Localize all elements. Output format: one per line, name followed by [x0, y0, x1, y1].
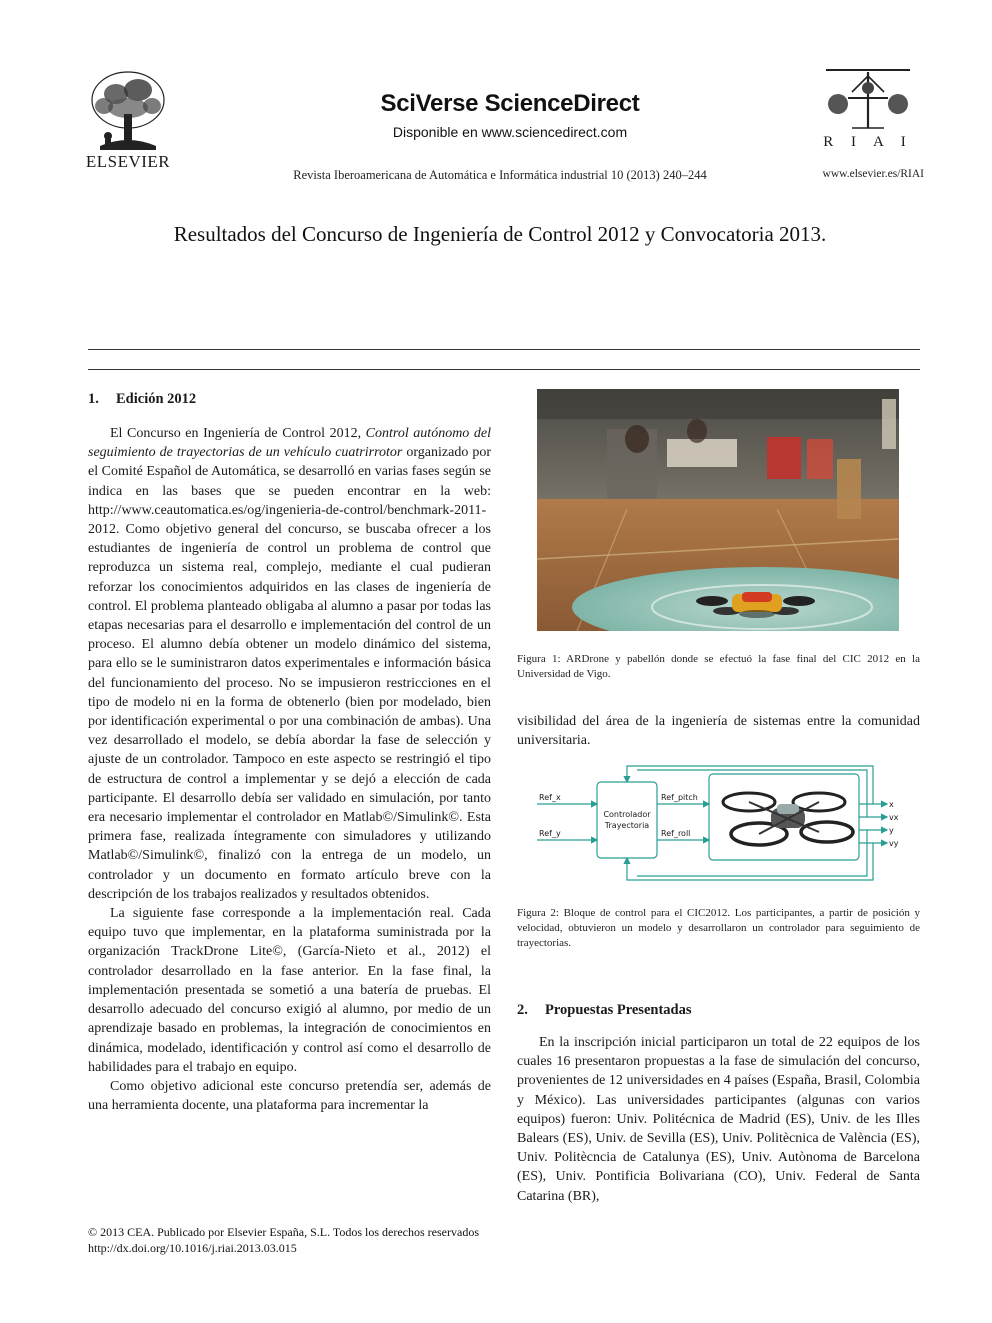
header-divider-bottom	[88, 369, 920, 370]
journal-url[interactable]: www.elsevier.es/RIAI	[822, 168, 924, 180]
paragraph: En la inscripción inicial participaron un total de 22 equipos de los cuales 16 presentaron propuestas a la fase de simulación del concurso, provenientes de 12 universidades en 4 países (España, Brasil, Colombia y México). Las universidades participantes (algunas con varios equipos) fueron: Univ. Politécnica de Madrid (ES), Univ. de les Illes Balears (ES), Univ. de Sevilla (ES), Univ. Politècnica de València (ES), Univ. Politècncia de Catalunya (ES), Univ. Autònoma de Barcelona (ES), Univ. Pontificia Bolivariana (CO), Univ. Federal de Santa Catarina (BR),	[517, 1035, 920, 1204]
signal-pitch-label: Ref_pitch	[661, 793, 698, 802]
input-x-label: Ref_x	[539, 793, 561, 802]
paragraph: Como objetivo adicional este concurso pretendía ser, además de una herramienta docente, una plataforma para incrementar la	[88, 1078, 491, 1114]
header-divider-top	[88, 349, 920, 350]
elsevier-wordmark: ELSEVIER	[85, 152, 171, 171]
section-1-heading	[88, 391, 196, 408]
controller-label-line2: Trayectoria	[604, 821, 650, 830]
paragraph: La siguiente fase corresponde a la implementación real. Cada equipo tuvo que implementar, en la plataforma suministrada por la organización TrackDrone Lite©, (García-Nieto et al., 2012) el controlador desarrollado en la fase anterior. En la fase final, la implementación presentada se sometió a una batería de pruebas. El desarrollo adecuado del concurso exigió al alumno, por medio de un aprendizaje basado en problemas, la integración de conocimientos en dinámica, modelado, identificación y control así como el desarrollo de habilidades para el trabajo en equipo.	[88, 906, 491, 1075]
right-column-continuation	[517, 712, 920, 750]
text-run: El Concurso en Ingeniería de Control 2012,	[110, 426, 366, 441]
figure-2-block-diagram	[537, 762, 899, 884]
figure-2-caption: Figura 2: Bloque de control para el CIC2012. Los participantes, a partir de posición y velocidad, obtuvieron un modelo y desarrollaron un controlador para seguimiento de trayectorias.	[517, 907, 920, 949]
input-y-label: Ref_y	[539, 829, 561, 838]
figure-1-caption: Figura 1: ARDrone y pabellón donde se efectuó la fase final del CIC 2012 en la Universidad de Vigo.	[517, 653, 920, 680]
signal-roll-label: Ref_roll	[661, 829, 691, 838]
paragraph	[88, 424, 491, 904]
copyright-notice: © 2013 CEA. Publicado por Elsevier España, S.L. Todos los derechos reservados	[88, 1225, 479, 1239]
page-footer	[88, 1224, 479, 1256]
sciverse-sciencedirect-logo: SciVerse ScienceDirect	[380, 90, 640, 117]
contest-title-italic: Control autónomo del seguimiento de trayectorias de un vehículo cuatrirrotor	[88, 426, 491, 461]
journal-citation: Revista Iberoamericana de Automática e Informática industrial 10 (2013) 240–244	[293, 168, 707, 182]
output-vx-label: vx	[889, 813, 899, 822]
section-title: Edición 2012	[116, 391, 197, 407]
riai-wordmark: R I A I	[823, 134, 913, 150]
doi-link[interactable]: http://dx.doi.org/10.1016/j.riai.2013.03.015	[88, 1241, 297, 1255]
left-column	[88, 424, 491, 1115]
controller-block	[597, 782, 657, 858]
section-2-heading	[517, 1002, 691, 1019]
section-title: Propuestas Presentadas	[545, 1002, 692, 1018]
quadrotor-icon	[723, 793, 853, 845]
output-x-label: x	[889, 800, 894, 809]
paragraph: visibilidad del área de la ingeniería de sistemas entre la comunidad universitaria.	[517, 714, 920, 749]
controller-label-line1: Controlador	[603, 810, 651, 819]
text-run: organizado por el Comité Español de Automática, se desarrolló en varias fases según se indica en las bases que se pueden encontrar en la web: http://www.ceautomatica.es/og/ingenieria-de-control/benchmark-2011-2012. Como objetivo general del concurso, se buscaba ofrecer a los estudiantes de ingeniería de control un problema de control que reproduzca un sistema real, complejo, mediante el cual pudieran reforzar los conocimientos adquiridos en las clases de ingeniería de control. El problema planteado obligaba al alumno a pasar por todas las etapas necesarias para el desarrollo e implementación del control de un proceso. El alumno debía obtener un modelo dinámico del sistema, para ello se le suministraron datos experimentales e información básica del funcionamiento del proceso. No se impusieron restricciones en el tipo de modelo ni en la forma de obtenerlo (bien por modelado, bien por identificación experimental o por una combinación de ambas). Una vez desarrollado el modelo, se debía abordar la fase de selección y ajuste de un controlador. Tampoco en este aspecto se restringió el tipo de estructura de control a implementar y se dejó a elección de cada participante. El desarrollo debía ser validado en simulación, por tanto era necesario implementar el controlador en Matlab©/Simulink©. Esta primera fase, realizada íntegramente con simuladores y utilizando Matlab©/Simulink©, finalizó con la entrega de un modelo, un controlador y un documento en formato artículo breve con la descripción de los trabajos realizados y resultados obtenidos.	[88, 445, 491, 902]
page-title: Resultados del Concurso de Ingeniería de Control 2012 y Convocatoria 2013.	[173, 222, 827, 246]
right-column-section-2	[517, 1033, 920, 1206]
section-number: 1.	[88, 391, 99, 407]
availability-line: Disponible en www.sciencedirect.com	[392, 124, 628, 140]
figure-1-photo	[537, 389, 899, 631]
output-y-label: y	[889, 826, 894, 835]
output-vy-label: vy	[889, 839, 899, 848]
section-number: 2.	[517, 1002, 528, 1018]
